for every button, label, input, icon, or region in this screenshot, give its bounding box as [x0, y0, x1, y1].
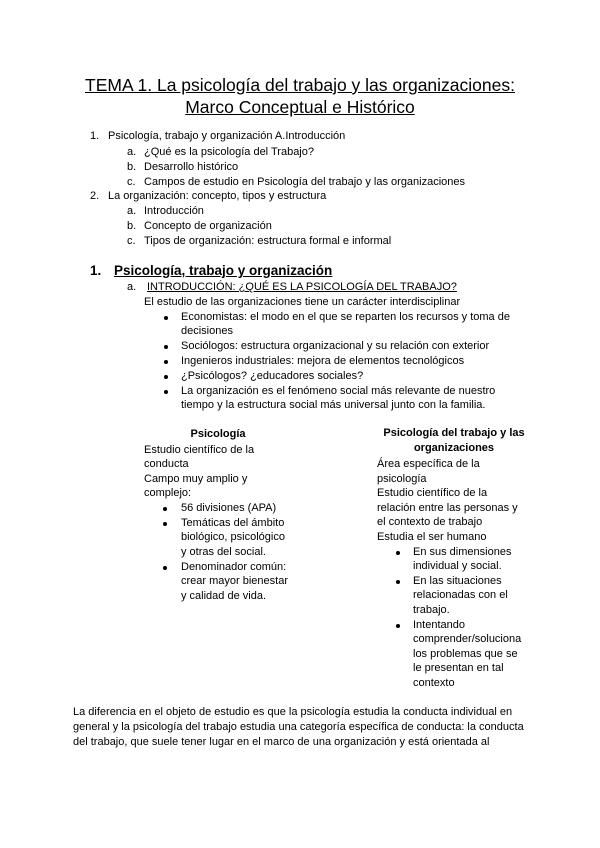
toc-sub-item: Tipos de organización: estructura formal e informal — [144, 235, 392, 247]
toc-sub-marker: c. — [127, 176, 136, 188]
column-line: psicología — [377, 473, 427, 485]
toc-sub-marker: a. — [127, 205, 137, 217]
toc-sub-item: Concepto de organización — [144, 220, 272, 232]
section-heading-text: Psicología, trabajo y organización — [114, 263, 333, 278]
paragraph-line: La diferencia en el objeto de estudio es que la psicología estudia la conducta individual en — [73, 706, 513, 718]
section-heading — [114, 263, 332, 279]
list-item-line: los problemas que se — [413, 648, 518, 660]
list-item-line: trabajo. — [413, 604, 450, 616]
bullet-icon — [163, 522, 167, 526]
list-item-line: contexto — [413, 677, 455, 689]
toc-item: La organización: concepto, tipos y estructura — [108, 190, 327, 202]
column-line: conducta — [144, 458, 189, 470]
column-line: Campo muy amplio y — [144, 473, 248, 485]
subsection-marker: a. — [127, 281, 137, 293]
column-heading: Psicología — [190, 428, 246, 440]
list-item-line: Intentando — [413, 619, 465, 631]
section-marker: 1. — [90, 263, 102, 278]
bullet-icon — [164, 360, 168, 364]
subsection-heading: INTRODUCCIÓN: ¿QUÉ ES LA PSICOLOGÍA DEL TRABAJO? — [147, 281, 457, 293]
bullet-icon — [163, 507, 167, 511]
paragraph-line: del trabajo, que suele tener lugar en el marco de una organización y está orientada al — [73, 736, 490, 748]
list-item-line: Temáticas del ámbito — [181, 517, 285, 529]
column-line: complejo: — [144, 487, 192, 499]
bullet-icon — [396, 580, 400, 584]
list-item-line: le presentan en tal — [413, 662, 504, 674]
list-item-line: Ingenieros industriales: mejora de elementos tecnológicos — [181, 355, 465, 367]
column-line: Estudio científico de la — [144, 444, 255, 456]
toc-sub-item: Desarrollo histórico — [144, 161, 239, 173]
list-item-line: La organización es el fenómeno social más relevante de nuestro — [181, 385, 496, 397]
toc-sub-item: Campos de estudio en Psicología del trabajo y las organizaciones — [144, 176, 466, 188]
toc-sub-item: Introducción — [144, 205, 204, 217]
bullet-icon — [163, 566, 167, 570]
column-line: el contexto de trabajo — [377, 516, 483, 528]
list-item-line: y calidad de vida. — [181, 590, 266, 602]
column-heading: organizaciones — [413, 442, 495, 454]
list-item-line: individual y social. — [413, 560, 502, 572]
list-item-line: 56 divisiones (APA) — [181, 502, 277, 514]
list-item-line: Economistas: el modo en el que se reparten los recursos y toma de — [181, 311, 510, 323]
list-item-line: Sociólogos: estructura organizacional y su relación con exterior — [181, 340, 490, 352]
toc-sub-marker: a. — [127, 146, 137, 158]
document-title-line-2: Marco Conceptual e Histórico — [185, 97, 415, 117]
list-item-line: tiempo y la estructura social más universal junto con la familia. — [181, 399, 486, 411]
toc-marker: 1. — [90, 130, 100, 142]
column-line: relación entre las personas y — [377, 502, 518, 514]
column-line: Estudio científico de la — [377, 487, 488, 499]
list-item-line: En sus dimensiones — [413, 546, 512, 558]
toc-sub-marker: c. — [127, 235, 136, 247]
column-line: Área específica de la — [377, 458, 480, 470]
list-item-line: ¿Psicólogos? ¿educadores sociales? — [181, 370, 364, 382]
bullet-icon — [164, 345, 168, 349]
toc-sub-item: ¿Qué es la psicología del Trabajo? — [144, 146, 314, 158]
column-heading: Psicología del trabajo y las — [383, 427, 525, 439]
bullet-icon — [396, 624, 400, 628]
toc-marker: 2. — [90, 190, 100, 202]
list-item-line: biológico, psicológico — [181, 531, 285, 543]
toc-item: Psicología, trabajo y organización A.Introducción — [108, 130, 346, 142]
paragraph-line: general y la psicología del trabajo estudia una categoría específica de conducta: la conducta — [73, 721, 524, 733]
bullet-icon — [396, 551, 400, 555]
bullet-icon — [164, 375, 168, 379]
document-title-line-1: TEMA 1. La psicología del trabajo y las organizaciones: — [85, 75, 515, 95]
list-item-line: comprender/soluciona — [413, 633, 522, 645]
toc-sub-marker: b. — [127, 161, 137, 173]
list-item-line: y otras del social. — [181, 546, 266, 558]
intro-paragraph: El estudio de las organizaciones tiene un carácter interdisciplinar — [144, 296, 461, 308]
list-item-line: decisiones — [181, 325, 233, 337]
list-item-line: Denominador común: — [181, 561, 287, 573]
bullet-icon — [164, 390, 168, 394]
bullet-icon — [164, 316, 168, 320]
list-item-line: crear mayor bienestar — [181, 575, 288, 587]
list-item-line: En las situaciones — [413, 575, 502, 587]
column-line: Estudia el ser humano — [377, 531, 487, 543]
toc-sub-marker: b. — [127, 220, 137, 232]
list-item-line: relacionadas con el — [413, 589, 508, 601]
